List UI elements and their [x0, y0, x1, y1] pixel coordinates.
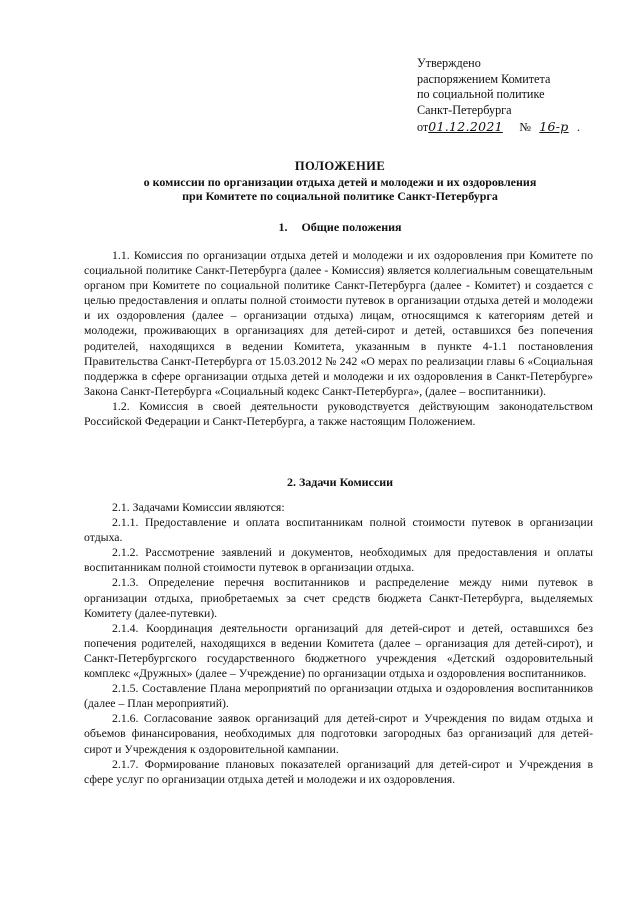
- paragraph-1-1: 1.1. Комиссия по организации отдыха детей и молодежи и их оздоровления при Комитете по социальной политике Санкт-Петербурга (далее - Комиссия) является коллегиальным совещательным органом при Комитете по социальной политике Санкт-Петербурга (далее - Комитет) и создается с целью предоставления и оплаты полной стоимости путевок в организации отдыха детей и молодежи и их оздоровления (далее – организации отдыха) лицам, относящимся к категориям детей и молодежи, проживающих в организациях для детей-сирот и детей, оставшихся без попечения родителей, находящихся в ведении Комитета, указанным в пункте 4-1.1 постановления Правительства Санкт-Петербурга от 15.03.2012 № 242 «О мерах по реализации главы 6 «Социальная поддержка в сфере организации отдыха детей и молодежи и их оздоровления в Санкт-Петербурге» Закона Санкт-Петербурга «Социальный кодекс Санкт-Петербурга», (далее – воспитанники).: [84, 249, 593, 398]
- approval-line: распоряжением Комитета: [417, 71, 551, 86]
- paragraph-2-1-2: 2.1.2. Рассмотрение заявлений и документов, необходимых для предоставления и оплаты воспитанникам полной стоимости путевок в организации отдыха.: [84, 546, 593, 575]
- document-heading: [80, 159, 600, 204]
- approval-date-line: [417, 119, 617, 136]
- paragraph-2-1-6: 2.1.6. Согласование заявок организаций для детей-сирот и Учреждения по видам отдыха и объемов финансирования, необходимых для подготовки загородных баз организаций для детей-сирот и Учреждения к оздоровительной кампании.: [84, 712, 593, 756]
- section-2-body: [84, 500, 593, 787]
- date-suffix: .: [576, 120, 580, 135]
- document-title: ПОЛОЖЕНИЕ: [294, 159, 386, 173]
- section-1-heading: [80, 220, 600, 235]
- handwritten-number: 16-р: [539, 119, 569, 135]
- paragraph-2-1-1: 2.1.1. Предоставление и оплата воспитанникам полной стоимости путевок в организации отдыха.: [84, 516, 593, 545]
- section-1-number: 1.: [278, 220, 288, 234]
- document-subtitle-line-2: при Комитете по социальной политике Санкт-Петербурга: [182, 189, 498, 203]
- paragraph-2-1-3: 2.1.3. Определение перечня воспитанников и распределение между ними путевок в организации отдыха, приобретаемых за счет средств бюджета Санкт-Петербурга, выделяемых Комитету (далее-путевки).: [84, 576, 593, 620]
- paragraph-2-1-7: 2.1.7. Формирование плановых показателей организаций для детей-сирот и Учреждения в сфере услуг по организации отдыха детей и молодежи и их оздоровления.: [84, 757, 593, 786]
- section-2-heading: 2. Задачи Комиссии: [286, 475, 394, 489]
- paragraph-2-1: 2.1. Задачами Комиссии являются:: [112, 501, 285, 514]
- paragraph-2-1-4: 2.1.4. Координация деятельности организаций для детей-сирот и детей, оставшихся без попечения родителей, находящихся в ведении Комитета (далее – организация для детей-сирот), и Санкт-Петербургского государственного бюджетного учреждения «Детский оздоровительный комплекс «Дружных» (далее – Учреждение) по организации отдыха и оздоровления воспитанников.: [84, 621, 593, 681]
- date-prefix: от: [417, 120, 429, 135]
- approval-line: Утверждено: [417, 56, 481, 70]
- approval-line: по социальной политике: [417, 87, 545, 102]
- paragraph-1-2: 1.2. Комиссия в своей деятельности руководствуется действующим законодательством Российской Федерации и Санкт-Петербурга, а также настоящим Положением.: [84, 399, 593, 429]
- approval-stamp-block: [417, 56, 617, 136]
- section-1-body: [84, 248, 593, 429]
- approval-line: Санкт-Петербурга: [417, 102, 512, 117]
- paragraph-2-1-5: 2.1.5. Составление Плана мероприятий по организации отдыха и оздоровления воспитанников (далее – План мероприятий).: [84, 682, 593, 711]
- section-1-title: Общие положения: [301, 220, 402, 234]
- handwritten-date: 01.12.2021: [428, 119, 503, 135]
- document-subtitle-line-1: о комиссии по организации отдыха детей и молодежи и их оздоровления: [143, 174, 537, 189]
- number-label: №: [519, 120, 531, 135]
